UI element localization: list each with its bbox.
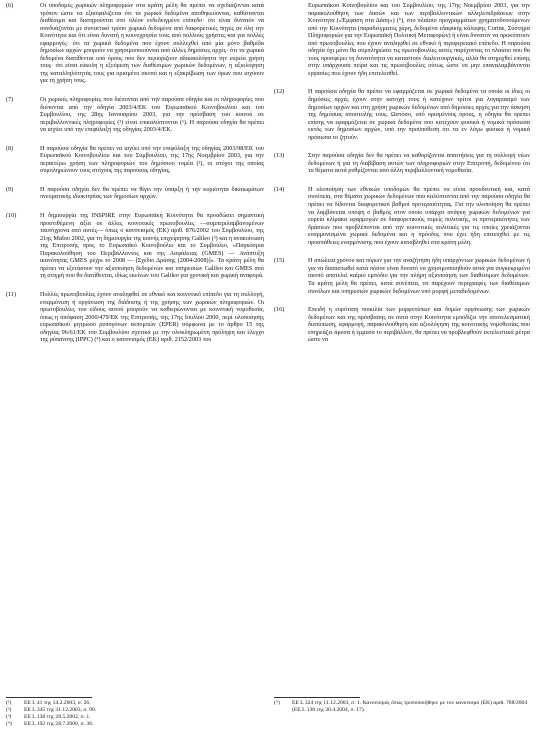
footnote-mark: (⁵) <box>274 700 280 706</box>
footnote-mark: (³) <box>6 714 12 720</box>
recital <box>274 88 530 141</box>
right-column <box>274 2 530 355</box>
recital-number: (11) <box>6 290 17 298</box>
recital-text: Επειδή η ευρύτατη ποικιλία των μορφοτύπων και δομών οργάνωσης των χωρικών δεδομένων και της πρόσβασης σε αυτά στην Κοινότητα εμποδίζει την αποτελεσματική διατύπωση, εφαρμογή, παρακολούθηση και αξιολόγηση της κοινοτικής νομοθεσίας που επηρεάζει άμεσα ή έμμεσα το περιβάλλον, θα πρέπει να προβλεφθούν εκτελεστικά μέτρα ώστε να <box>308 306 530 344</box>
footnote-text: ΕΕ L 138 της 28.5.2002, σ. 1. <box>24 714 91 720</box>
footnote <box>6 714 264 721</box>
recital-text: Στην παρούσα οδηγία δεν θα πρέπει να καθορίζονται απαιτήσεις για τη συλλογή νέων δεδομένων ή για τη διαβίβαση αυτών των πληροφοριών στην Επιτροπή, δεδομένου ότι τα θέματα αυτά ρυθμίζονται από άλλη περιβαλλοντική νομοθεσία. <box>308 152 530 175</box>
recital-number: (6) <box>6 2 14 9</box>
recital <box>6 186 264 201</box>
recital <box>6 291 264 344</box>
footnote <box>6 707 264 714</box>
recital <box>6 2 264 85</box>
footnote <box>6 721 264 728</box>
recital-number: (9) <box>6 185 14 193</box>
recital <box>274 186 530 246</box>
footnote-text: ΕΕ L 324 της 11.12.2003, σ. 1. Κανονισμός όπως τροποποιήθηκε με τον κανονισμό (ΕΚ) αριθ. 788/2004 (ΕΕ L 138 της 30.4.2004, σ. 17). <box>292 700 528 713</box>
footnote-text: ΕΕ L 345 της 31.12.2003, σ. 90. <box>24 707 97 713</box>
recital-number: (15) <box>274 257 285 265</box>
footnote-text: ΕΕ L 41 της 14.2.2003, σ. 26. <box>24 700 91 706</box>
recital-text: Η παρούσα οδηγία θα πρέπει να εφαρμόζεται σε χωρικά δεδομένα τα οποία οι ίδιες οι δημόσιες αρχές έχουν στην κατοχή τους ή κατέχουν τρίτοι για λογαριασμό των δημοσίων αρχών και στη χρήση χωρικών δεδομένων από δημόσιες αρχές για την άσκηση της δημόσιας αποστολής τους. Ωστόσο, υπό ορισμένους όρους, η οδηγία θα πρέπει επίσης να εφαρμόζεται σε χωρικά δεδομένα που κατέχουν φυσικά ή νομικά πρόσωπα εκτός των δημοσίων αρχών, υπό την προϋπόθεση ότι τα εν λόγω φυσικά ή νομικά πρόσωπα το ζητούν. <box>308 88 530 141</box>
recital-number: (14) <box>274 185 285 193</box>
footnote-mark: (¹) <box>6 700 12 706</box>
footnote-mark: (⁴) <box>6 721 12 727</box>
recital-text: Η υλοποίηση των εθνικών υποδομών θα πρέπει να είναι προοδευτική και, κατά συνέπεια, στα θέματα χωρικών δεδομένων που καλύπτονται από την παρούσα οδηγία θα πρέπει να δίδονται διαφορετικοί βαθμοί προτεραιότητας. Για την υλοποίηση θα πρέπει να λαμβάνεται υπόψη ο βαθμός στον οποίο υπάρχει ανάγκη χωρικών δεδομένων για ευρεία κλίμακα εφαρμογών σε διαφορετικούς τομείς πολιτικής, οι προτεραιότητες των δράσεων που προβλέπονται από την κοινοτικές πολιτικές για τις οποίες χρειάζονται εναρμονισμένα χωρικά δεδομένα και η πρόοδος που έχει ήδη επιτευχθεί με τις προσπάθειες εναρμόνισης που έχουν καταβληθεί στα κράτη μέλη. <box>308 185 530 246</box>
footnote-text: ΕΕ L 192 της 28.7.2000, σ. 36. <box>24 721 94 727</box>
recital-text: Πολλές πρωτοβουλίες έχουν αναληφθεί σε εθνικό και κοινοτικό επίπεδο για τη συλλογή, εναρμόνιση ή οργάνωση της διάδοσης ή της χρήσης των χωρικών πληροφοριών. Οι πρωτοβουλίες του είδους αυτού μπορούν να καθιερώνονται με κοινοτική νομοθεσία, όπως η απόφαση 2000/479/ΕΚ της Επιτροπής, της 17ης Ιουλίου 2000, περί υλοποίησης ευρωπαϊκού μητρώου ρυπογόνων εκπομπών (EPER) σύμφωνα με το άρθρο 15 της οδηγίας 96/61/ΕΚ του Συμβουλίου σχετικά με την ολοκληρωμένη πρόληψη και έλεγχο της ρύπανσης (IPPC) (⁴) και ο κανονισμός (ΕΚ) αριθ. 2152/2003 του <box>40 290 264 344</box>
recital-text: Η απώλεια χρόνου και πόρων για την αναζήτηση ήδη υπαρχόντων χωρικών δεδομένων ή για να διαπιστωθεί κατά πόσον είναι δυνατό να χρησιμοποιηθούν αυτά για συγκεκριμένο σκοπό αποτελεί καίριο εμπόδιο για την πλήρη αξιοποίηση των διαθέσιμων δεδομένων. Τα κράτη μέλη θα πρέπει, κατά συνέπεια, να παρέχουν περιγραφές των διαθέσιμων συνόλων και υπηρεσιών χωρικών δεδομένων υπό μορφή μεταδεδομένων. <box>308 257 530 295</box>
recital-number: (7) <box>6 96 14 104</box>
recital-text: Οι υποδομές χωρικών πληροφοριών στα κράτη μέλη θα πρέπει να σχεδιάζονται κατά τρόπον ώστε να εξασφαλίζεται ότι τα χωρικά δεδομένα αποθηκεύονται, καθίστανται διαθέσιμα και διατηρούνται στο πλέον ενδεδειγμένο επίπεδο· ότι είναι δυνατόν να συνδυάζονται με συνεκτικό τρόπο χωρικά δεδομένα από διαφορετικές πηγές σε όλη την Κοινότητα και ότι είναι δυνατή η κοινοχρησία τους από πολλούς χρήστες και για πολλές εφαρμογές· ότι τα χωρικά δεδομένα που έχουν συλλεχθεί από μία μόνο βαθμίδα δημοσίων αρχών μπορούν να χρησιμοποιούνται από άλλες δημόσιες αρχές· ότι τα χωρικά δεδομένα διατίθενται υπό όρους που δεν περιορίζουν αδικαιολόγητα την ευρεία χρήση τους· ότι είναι εύκολη η εξεύρεση των διαθέσιμων χωρικών δεδομένων, η αξιολόγηση της καταλληλότητάς τους για ορισμένο σκοπό και η εξακρίβωση των όρων που ισχύουν για τη χρήση τους. <box>40 2 264 85</box>
recital-number: (16) <box>274 306 285 314</box>
recital-continuation <box>274 2 530 77</box>
footnote-mark: (²) <box>6 707 12 713</box>
recital-number: (10) <box>6 212 17 220</box>
footnotes-right <box>274 700 530 714</box>
recital-number: (12) <box>274 88 285 96</box>
recital <box>6 145 264 175</box>
recital <box>274 152 530 175</box>
left-column <box>6 2 264 355</box>
recital <box>6 212 264 280</box>
footnote-divider <box>6 697 92 698</box>
footnote-divider <box>274 697 360 698</box>
recital-text: Η δημιουργία της INSPIRE στην Ευρωπαϊκή Κοινότητα θα προσδώσει σημαντική προστιθέμενη αξία σε άλλες κοινοτικές πρωτοβουλίες —συμπεριλαμβανομένων ταυτόχρονα από αυτές— όπως ο κανονισμός (ΕΚ) αριθ. 876/2002 του Συμβουλίου, της 21ης Μαΐου 2002, για τη δημιουργία της κοινής επιχείρησης Galileo (³) και η ανακοίνωση της Επιτροπής προς το Ευρωπαϊκό Κοινοβούλιο και το Συμβούλιο, «Παγκόσμια Παρακολούθηση του Περιβάλλοντος και της Ασφάλειας (GMES) — Ανάπτυξη ικανότητας GMES μέχρι το 2008 — [Σχέδιο Δράσης (2004-2008)]». Τα κράτη μέλη θα πρέπει να εξετάσουν την αξιοποίηση δεδομένων και υπηρεσιών Galileo και GMES από τη στιγμή που θα διατίθενται, ιδίως εκείνων του Galileo για χρονική και χωρική αναφορά. <box>40 212 264 280</box>
recital-number: (13) <box>274 152 285 160</box>
recital-text: Η παρούσα οδηγία δεν θα πρέπει να θίγει την ύπαρξη ή την κυριότητα δικαιωμάτων πνευματικής ιδιοκτησίας των δημοσίων αρχών. <box>40 185 264 201</box>
recital <box>6 96 264 134</box>
recital-text: Ευρωπαϊκού Κοινοβουλίου και του Συμβουλίου, της 17ης Νοεμβρίου 2003, για την παρακολούθηση των δασών και των περιβαλλοντικών αλληλεπιδράσεων στην Κοινότητα («Έμφαση στα Δάση») (⁵), στο πλαίσιο προγραμμάτων χρηματοδοτούμενων από την Κοινότητα (παραδείγματος χάρη, δεδομένα εδαφικής κάλυψης Corine, Σύστημα Πληροφοριών για την Ευρωπαϊκή Πολιτική Μεταφορών) ή είναι δυνατόν να προκύπτουν από πρωτοβουλίες που έχουν αναληφθεί σε εθνικό ή περιφερειακό επίπεδο. Η παρούσα οδηγία όχι μόνο θα συμπληρώσει τις πρωτοβουλίες αυτές παρέχοντας το πλαίσιο που θα τους προσφέρει τη δυνατότητα να καταστούν διαλειτουργικές, αλλά θα στηριχθεί επίσης στην υπάρχουσα πείρα και τις πρωτοβουλίες ούτως ώστε να μην επαναλαμβάνονται εργασίες που έχουν ήδη επιτελεσθεί. <box>308 2 530 77</box>
recital <box>274 257 530 295</box>
footnotes-left <box>6 700 264 728</box>
recital-text: Η παρούσα οδηγία θα πρέπει να ισχύει υπό την επιφύλαξη της οδηγίας 2003/98/ΕΚ του Ευρωπαϊκού Κοινοβουλίου και του Συμβουλίου, της 17ης Νοεμβρίου 2003, για την περαιτέρω χρήση των πληροφοριών του δημόσιου τομέα (²), οι στόχοι της οποίας συμπληρώνουν τους στόχους της παρούσας οδηγίας. <box>40 144 264 175</box>
footnote <box>274 700 530 714</box>
footnote <box>6 700 264 707</box>
recital <box>274 306 530 344</box>
recital-text: Οι χωρικές πληροφορίες που διέπονται από την παρούσα οδηγία και οι πληροφορίες που διέπονται από την οδηγία 2003/4/ΕΚ του Ευρωπαϊκού Κοινοβουλίου και του Συμβουλίου, της 28ης Ιανουαρίου 2003, για την πρόσβαση του κοινού σε περιβαλλοντικές πληροφορίες (¹) είναι επικαλύπτονται (¹). Η παρούσα οδηγία θα πρέπει να ισχύει υπό την επιφύλαξη της οδηγίας 2003/4/ΕΚ. <box>40 96 264 134</box>
recital-number: (8) <box>6 144 14 152</box>
